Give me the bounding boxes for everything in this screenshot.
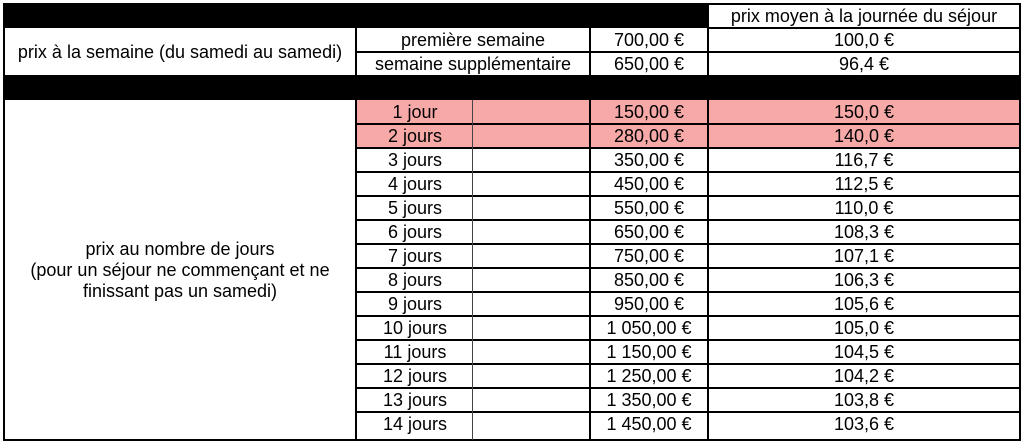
days-label-line-3: finissant pas un samedi)	[82, 280, 278, 301]
day-label[interactable]: 12 jours	[382, 365, 448, 386]
grid-line	[355, 28, 357, 76]
grid-line	[356, 243, 1021, 245]
header-avg-title[interactable]: prix moyen à la journée du séjour	[730, 5, 998, 26]
days-section-label[interactable]	[4, 100, 356, 440]
day-avg[interactable]: 107,1 €	[833, 245, 895, 266]
week-first-price[interactable]: 700,00 €	[613, 29, 685, 50]
grid-line	[356, 219, 1021, 221]
grid-line	[3, 3, 5, 441]
separator-band	[4, 76, 1020, 100]
grid-line	[356, 291, 1021, 293]
grid-line	[355, 100, 357, 440]
grid-line	[708, 27, 1021, 29]
day-label[interactable]: 3 jours	[387, 149, 443, 170]
day-price[interactable]: 450,00 €	[613, 173, 685, 194]
grid-line	[356, 315, 1021, 317]
grid-line	[356, 339, 1021, 341]
week-extra-label[interactable]: semaine supplémentaire	[374, 53, 572, 74]
day-label[interactable]: 8 jours	[387, 269, 443, 290]
day-avg[interactable]: 116,7 €	[834, 149, 894, 170]
day-label[interactable]: 14 jours	[382, 413, 448, 434]
grid-line	[589, 100, 591, 440]
day-avg[interactable]: 103,6 €	[833, 413, 895, 434]
day-label[interactable]: 11 jours	[383, 341, 447, 362]
grid-line	[3, 439, 1021, 441]
days-label-line-2: (pour un séjour ne commençant et ne	[30, 259, 330, 280]
grid-line	[356, 123, 1021, 125]
week-first-avg[interactable]: 100,0 €	[833, 29, 895, 50]
day-price[interactable]: 750,00 €	[613, 245, 685, 266]
grid-line	[707, 4, 709, 76]
day-avg[interactable]: 105,0 €	[833, 317, 895, 338]
day-label[interactable]: 9 jours	[387, 293, 443, 314]
grid-line	[3, 3, 1021, 5]
week-section-label[interactable]: prix à la semaine (du samedi au samedi)	[17, 41, 343, 62]
grid-line	[356, 387, 1021, 389]
day-price[interactable]: 650,00 €	[613, 221, 685, 242]
day-label[interactable]: 10 jours	[382, 317, 448, 338]
day-avg[interactable]: 105,6 €	[833, 293, 895, 314]
grid-line	[1019, 3, 1021, 441]
day-price[interactable]: 1 150,00 €	[606, 341, 692, 362]
grid-line	[589, 28, 591, 76]
day-avg[interactable]: 110,0 €	[834, 197, 894, 218]
day-price[interactable]: 150,00 €	[590, 100, 708, 124]
day-avg[interactable]: 108,3 €	[833, 221, 895, 242]
grid-line	[356, 267, 1021, 269]
day-avg[interactable]: 104,5 €	[833, 341, 895, 362]
header-band	[4, 4, 708, 28]
day-label[interactable]: 5 jours	[387, 197, 443, 218]
grid-line	[356, 411, 1021, 413]
day-label[interactable]: 6 jours	[387, 221, 443, 242]
day-label[interactable]: 13 jours	[382, 389, 448, 410]
grid-line	[3, 75, 1021, 77]
grid-line	[356, 147, 1021, 149]
grid-line	[356, 363, 1021, 365]
day-label[interactable]: 1 jour	[356, 100, 590, 124]
day-price[interactable]: 1 250,00 €	[606, 365, 692, 386]
day-price[interactable]: 350,00 €	[613, 149, 685, 170]
week-extra-price[interactable]: 650,00 €	[613, 53, 685, 74]
grid-line	[356, 51, 1021, 53]
day-price[interactable]: 950,00 €	[613, 293, 685, 314]
day-price[interactable]: 850,00 €	[613, 269, 685, 290]
day-label[interactable]: 2 jours	[356, 124, 590, 148]
day-avg[interactable]: 103,8 €	[833, 389, 895, 410]
day-avg[interactable]: 112,5 €	[834, 173, 894, 194]
day-label[interactable]: 4 jours	[387, 173, 443, 194]
day-price[interactable]: 1 450,00 €	[606, 413, 692, 434]
grid-line	[707, 100, 709, 440]
day-avg[interactable]: 140,0 €	[708, 124, 1020, 148]
week-extra-avg[interactable]: 96,4 €	[838, 53, 890, 74]
day-price[interactable]: 280,00 €	[590, 124, 708, 148]
day-price[interactable]: 1 350,00 €	[606, 389, 692, 410]
day-avg[interactable]: 106,3 €	[833, 269, 895, 290]
day-avg[interactable]: 104,2 €	[833, 365, 895, 386]
grid-line	[472, 100, 473, 440]
day-price[interactable]: 1 050,00 €	[606, 317, 692, 338]
grid-line	[356, 171, 1021, 173]
day-label[interactable]: 7 jours	[387, 245, 443, 266]
grid-line	[356, 195, 1021, 197]
day-price[interactable]: 550,00 €	[613, 197, 685, 218]
week-first-label[interactable]: première semaine	[400, 29, 546, 50]
days-label-line-1: prix au nombre de jours	[85, 238, 275, 259]
day-avg[interactable]: 150,0 €	[708, 100, 1020, 124]
